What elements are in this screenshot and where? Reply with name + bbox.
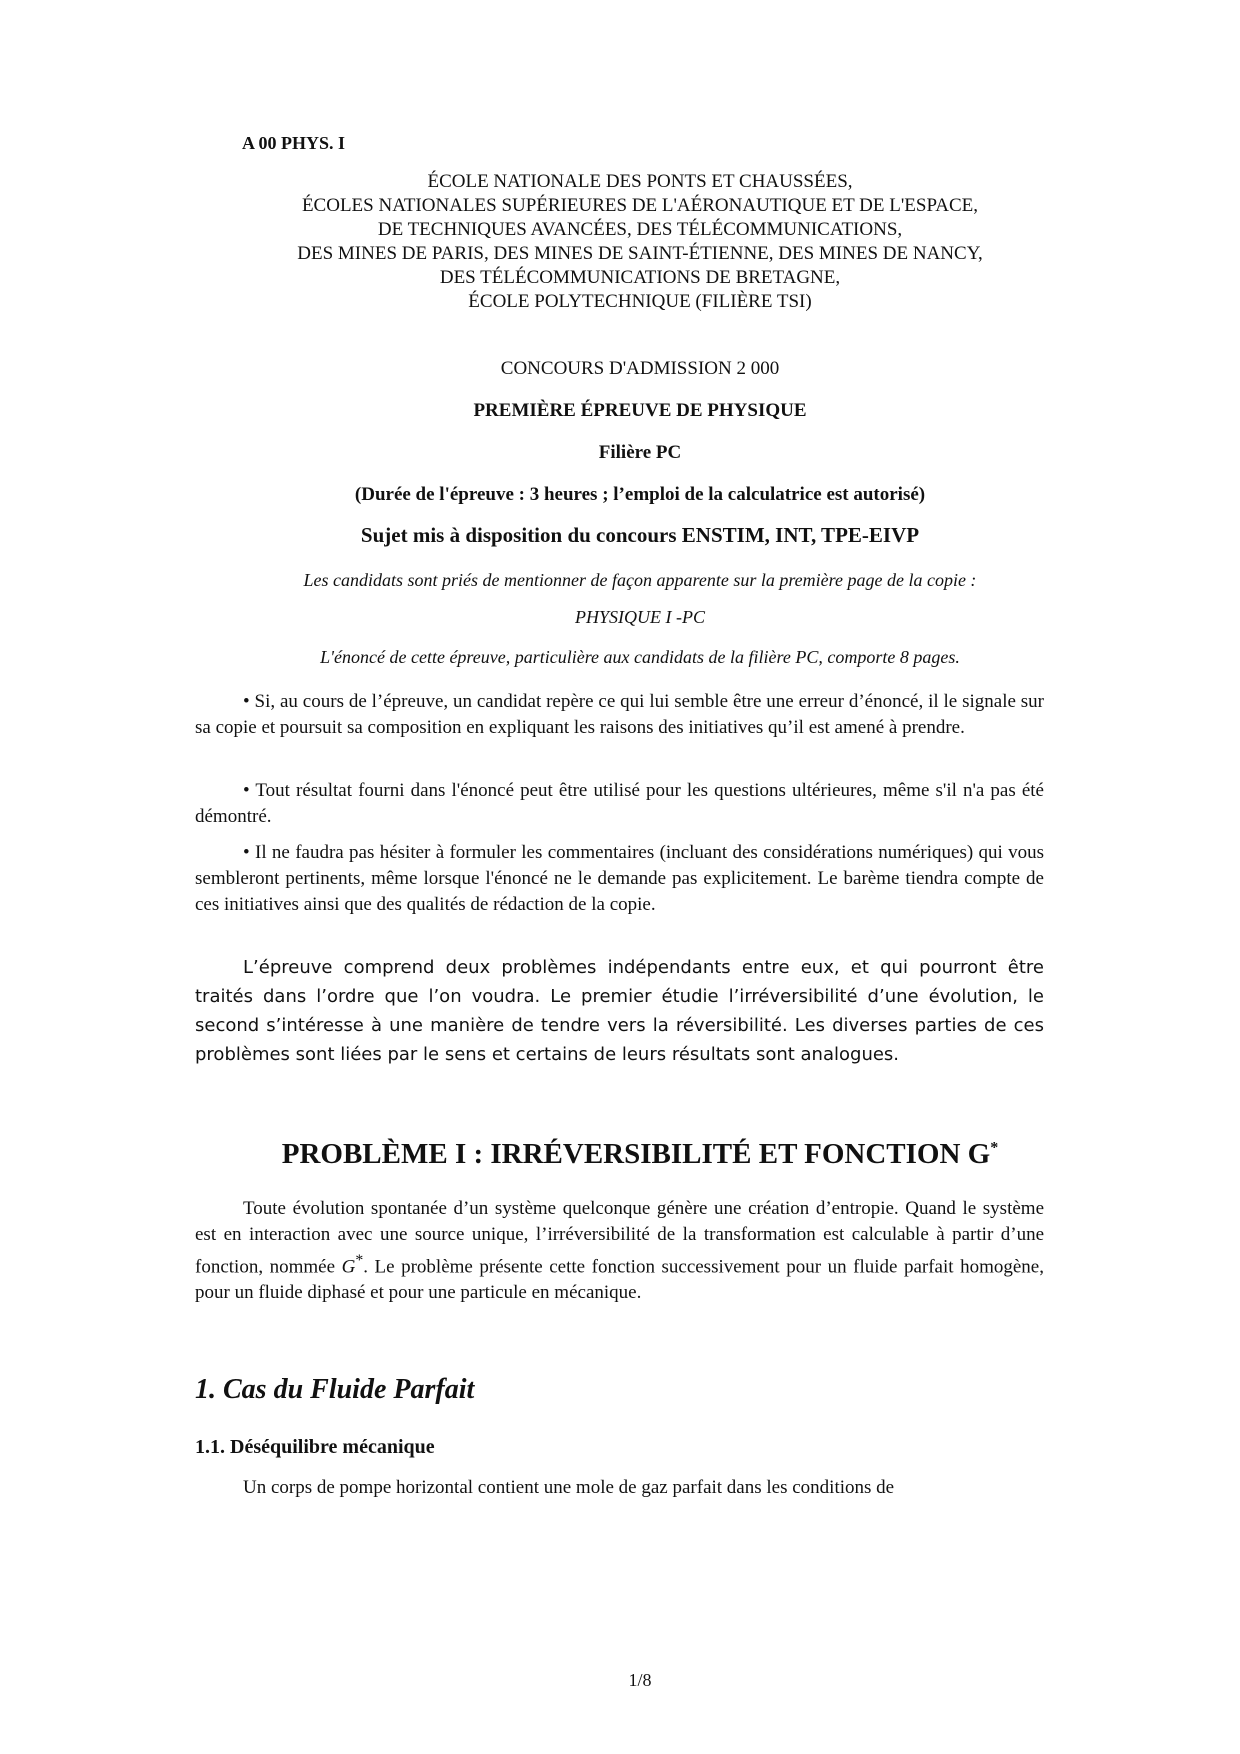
institution-line: ÉCOLES NATIONALES SUPÉRIEURES DE L'AÉRONAUTIQUE ET DE L'ESPACE, <box>301 195 979 216</box>
institution-line: DE TECHNIQUES AVANCÉES, DES TÉLÉCOMMUNICATIONS, <box>377 219 903 240</box>
section-paragraph: Un corps de pompe horizontal contient une mole de gaz parfait dans les conditions de <box>243 1477 895 1498</box>
instruction-item <box>195 840 1044 918</box>
problem-title-text: PROBLÈME I : IRRÉVERSIBILITÉ ET FONCTION G <box>281 1138 991 1170</box>
problem-title-superscript: * <box>990 1139 999 1157</box>
problem-intro-paragraph <box>195 1196 1044 1306</box>
sujet-note: Sujet mis à disposition du concours ENSTIM, INT, TPE-EIVP <box>360 523 920 547</box>
intro-paragraph: L’épreuve comprend deux problèmes indépendants entre eux, et qui pourront être traités dans l’ordre que l’on voudra. Le premier étudie l’irréversibilité d’une évolution, le second s’intéresse à une manière de tendre vers la réversibilité. Les diverses parties de ces problèmes sont liées par le sens et certains de leurs résultats sont analogues. <box>195 957 1044 1065</box>
exam-code: A 00 PHYS. I <box>242 133 346 153</box>
institution-line: ÉCOLE POLYTECHNIQUE (FILIÈRE TSI) <box>468 291 812 312</box>
bullet-icon: • <box>243 842 250 863</box>
bullet-icon: • <box>243 691 250 712</box>
subsection-title: 1.1. Déséquilibre mécanique <box>195 1436 435 1458</box>
enonce-note: L'énoncé de cette épreuve, particulière aux candidats de la filière PC, comporte 8 pages. <box>320 647 960 667</box>
institutions-block <box>230 170 1050 314</box>
instruction-text: Tout résultat fourni dans l'énoncé peut être utilisé pour les questions ultérieures, même s'il n'a pas été démontré. <box>195 780 1044 827</box>
problem-intro-text: Toute évolution spontanée d’un système quelconque génère une création d’entropie. Quand le système est en interaction avec une source unique, l’irréversibilité de la transformation est calculable à partir d’une fonction, nommée <box>195 1198 1044 1278</box>
filiere-title: Filière PC <box>598 442 682 463</box>
duree-note: (Durée de l'épreuve : 3 heures ; l’emploi de la calculatrice est autorisé) <box>354 484 926 505</box>
section-title: 1. Cas du Fluide Parfait <box>195 1374 475 1405</box>
function-symbol: G <box>341 1256 356 1278</box>
function-symbol-superscript: * <box>355 1252 364 1269</box>
copie-code: PHYSIQUE I -PC <box>575 607 705 627</box>
problem-title <box>0 1138 1240 1171</box>
institution-line: ÉCOLE NATIONALE DES PONTS ET CHAUSSÉES, <box>427 171 853 192</box>
instruction-item <box>195 778 1044 830</box>
epreuve-title: PREMIÈRE ÉPREUVE DE PHYSIQUE <box>473 400 807 421</box>
page-number: 1/8 <box>628 1670 652 1690</box>
institution-line: DES MINES DE PARIS, DES MINES DE SAINT-ÉTIENNE, DES MINES DE NANCY, <box>297 243 983 264</box>
instruction-text: Il ne faudra pas hésiter à formuler les commentaires (incluant des considérations numériques) qui vous sembleront pertinents, même lorsque l'énoncé ne le demande pas explicitement. Le barème tiendra compte de ces initiatives ainsi que des qualités de rédaction de la copie. <box>195 842 1045 915</box>
bullet-icon: • <box>243 780 250 801</box>
concours-title: CONCOURS D'ADMISSION 2 000 <box>500 358 780 379</box>
institution-line: DES TÉLÉCOMMUNICATIONS DE BRETAGNE, <box>439 267 841 288</box>
candidats-note: Les candidats sont priés de mentionner de façon apparente sur la première page de la copie : <box>303 570 977 590</box>
problem-intro-text-end: . Le problème présente cette fonction successivement pour un fluide parfait homogène, pour un fluide diphasé et pour une particule en mécanique. <box>195 1256 1044 1304</box>
instruction-item <box>195 689 1044 741</box>
instruction-text: Si, au cours de l’épreuve, un candidat repère ce qui lui semble être une erreur d’énoncé, il le signale sur sa copie et poursuit sa composition en expliquant les raisons des initiatives qu’il est amené à prendre. <box>195 691 1044 738</box>
